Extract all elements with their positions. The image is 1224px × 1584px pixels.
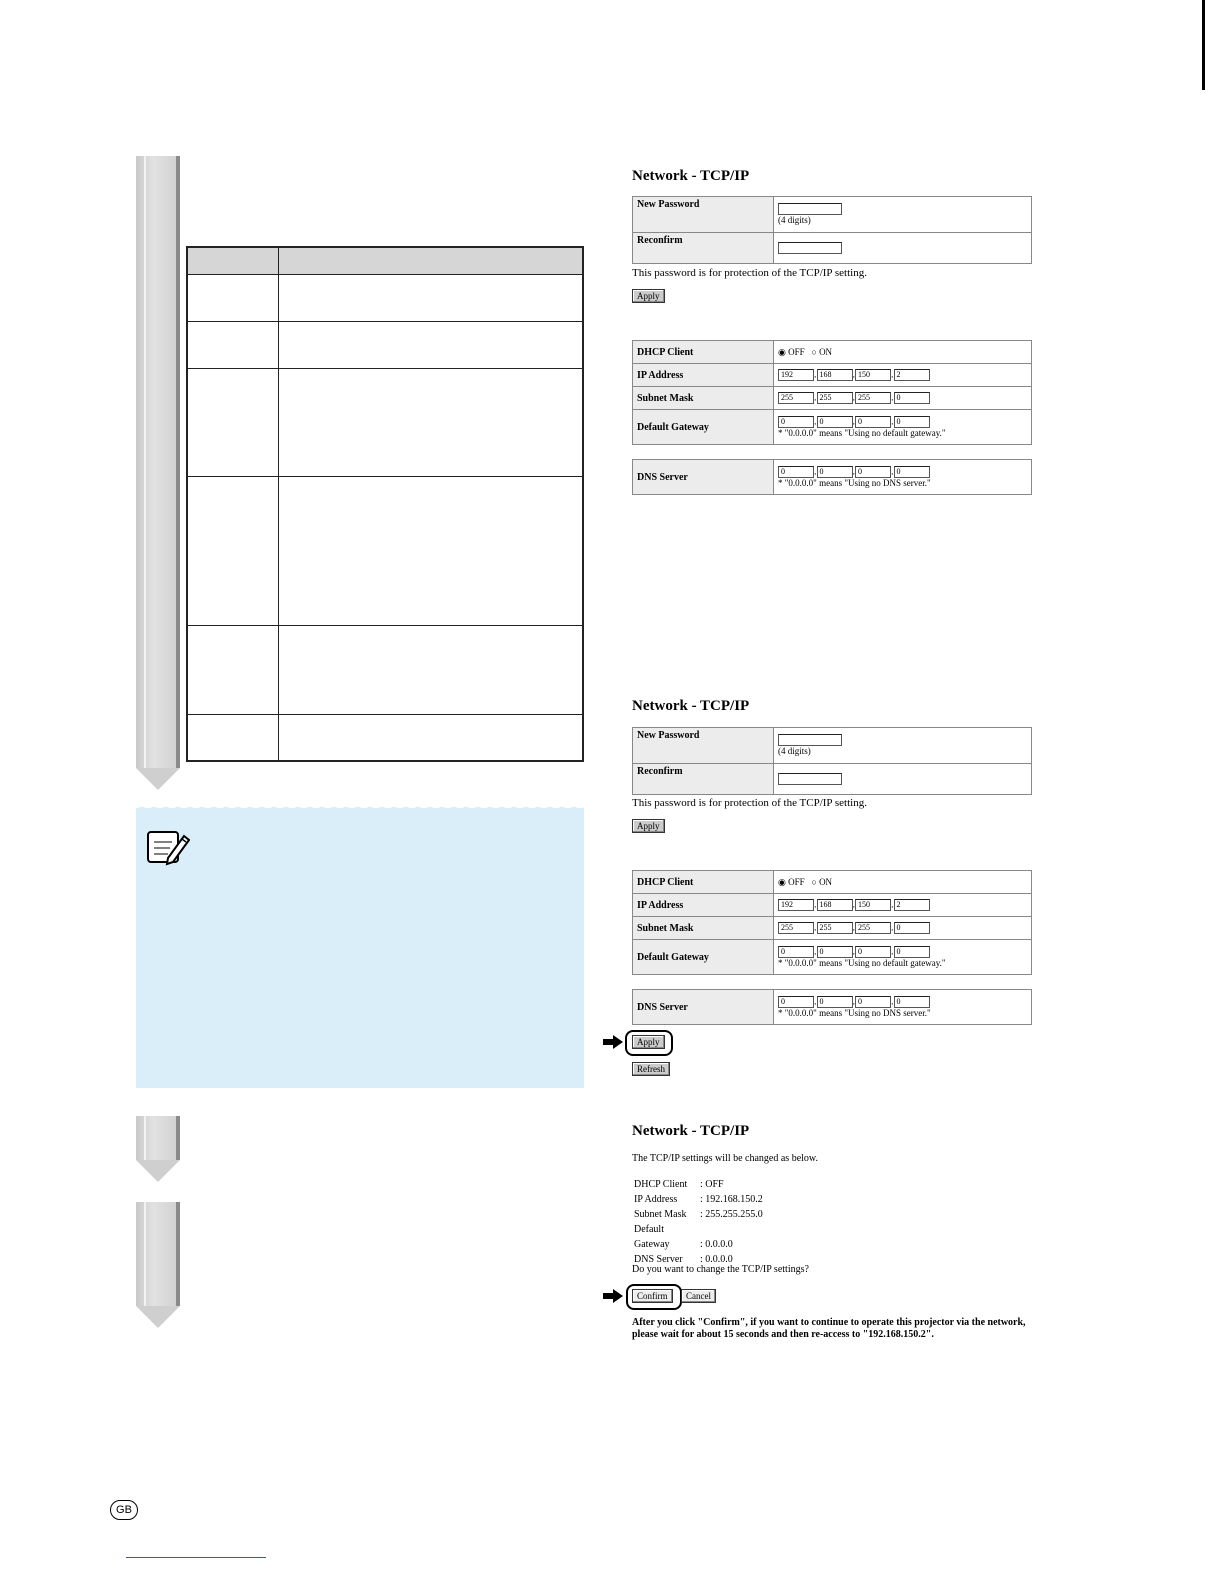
pointer-arrow-icon xyxy=(603,1035,623,1049)
ip-octet-input[interactable]: 150 xyxy=(855,899,891,911)
screen2-title: Network - TCP/IP xyxy=(632,698,750,714)
dns-octet-input[interactable]: 0 xyxy=(855,996,891,1008)
table-row xyxy=(187,322,583,369)
subnet-octet-input[interactable]: 255 xyxy=(778,922,814,934)
subnet-octet-input[interactable]: 255 xyxy=(817,922,853,934)
table-cell xyxy=(187,369,279,477)
step-bar-2 xyxy=(136,1116,180,1160)
dhcp-on-label: ON xyxy=(819,346,833,357)
ip-octet-input[interactable]: 192 xyxy=(778,899,814,911)
gateway-octet-input[interactable]: 0 xyxy=(817,946,853,958)
dns-octet-input[interactable]: 0 xyxy=(817,466,853,478)
ip-octet-input[interactable]: 168 xyxy=(817,899,853,911)
subnet-octet-input[interactable]: 0 xyxy=(894,392,930,404)
ip-octet-input[interactable]: 192 xyxy=(778,369,814,381)
region-badge: GB xyxy=(110,1500,138,1520)
subnet-octet-input[interactable]: 255 xyxy=(778,392,814,404)
table-header-row xyxy=(187,247,583,275)
table-cell xyxy=(279,626,584,715)
summary-row xyxy=(634,1222,763,1252)
table-cell xyxy=(279,275,584,322)
table-cell xyxy=(187,322,279,369)
dhcp-off-label: OFF xyxy=(788,876,805,887)
step-bar-2-edge xyxy=(176,1116,180,1160)
dhcp-on-radio-icon[interactable]: ○ xyxy=(811,876,817,887)
confirm-screen-title: Network - TCP/IP xyxy=(632,1123,750,1139)
gateway-octet-input[interactable]: 0 xyxy=(817,416,853,428)
table-header-item xyxy=(187,247,279,275)
step-bar-3-edge xyxy=(176,1202,180,1306)
dns-octet-input[interactable]: 0 xyxy=(855,466,891,478)
summary-row xyxy=(634,1177,763,1192)
table-cell xyxy=(279,369,584,477)
summary-label: Default Gateway xyxy=(634,1224,670,1250)
gateway-octet-input[interactable]: 0 xyxy=(894,416,930,428)
table-row xyxy=(187,369,583,477)
after-confirm-note-line1: After you click "Confirm", if you want to continue to operate this projector via the network, xyxy=(632,1317,1026,1328)
summary-label: IP Address xyxy=(634,1194,678,1205)
screen2-network-table: DHCP Client ◉ OFF ○ ON IP Address 192 . 168 . 150 . 2 Subnet Mask 255 . 255 . 255 . 0 Default Gateway 0 . 0 . 0 . 0 * "0.0.0.0" means "Using no default gateway." xyxy=(632,870,1032,975)
cancel-button[interactable]: Cancel xyxy=(681,1289,716,1303)
ip-octet-input[interactable]: 2 xyxy=(894,899,930,911)
password-apply-button[interactable]: Apply xyxy=(632,289,665,303)
password-protection-note: This password is for protection of the TCP/IP setting. xyxy=(632,797,867,809)
dns-server-label: DNS Server xyxy=(633,460,774,495)
settings-description-table xyxy=(186,246,584,762)
summary-label: Subnet Mask xyxy=(634,1209,687,1220)
screen1-password-table xyxy=(632,196,1032,264)
gateway-octet-input[interactable]: 0 xyxy=(855,416,891,428)
ip-address-label: IP Address xyxy=(633,364,774,387)
step-bar-1-edge xyxy=(176,156,180,768)
gateway-octet-input[interactable]: 0 xyxy=(894,946,930,958)
confirm-question: Do you want to change the TCP/IP settings? xyxy=(632,1264,809,1275)
subnet-octet-input[interactable]: 255 xyxy=(855,392,891,404)
dns-server-label: DNS Server xyxy=(633,990,774,1025)
confirm-intro: The TCP/IP settings will be changed as below. xyxy=(632,1153,818,1164)
table-cell xyxy=(279,322,584,369)
subnet-mask-label: Subnet Mask xyxy=(633,917,774,940)
screen1-title: Network - TCP/IP xyxy=(632,168,750,184)
ip-octet-input[interactable]: 150 xyxy=(855,369,891,381)
screen2-dns-table: DNS Server 0 . 0 . 0 . 0 * "0.0.0.0" means "Using no DNS server." xyxy=(632,989,1032,1025)
page-edge-line xyxy=(1202,0,1205,90)
dns-octet-input[interactable]: 0 xyxy=(817,996,853,1008)
pointer-arrow-icon xyxy=(603,1289,623,1303)
default-gateway-label: Default Gateway xyxy=(633,410,774,445)
dns-octet-input[interactable]: 0 xyxy=(894,466,930,478)
step-bar-3 xyxy=(136,1202,180,1306)
summary-value: : 0.0.0.0 xyxy=(700,1254,733,1265)
dhcp-off-label: OFF xyxy=(788,346,805,357)
password-protection-note: This password is for protection of the TCP/IP setting. xyxy=(632,267,867,279)
summary-label: DNS Server xyxy=(634,1254,683,1265)
table-row xyxy=(187,275,583,322)
footer-rule xyxy=(126,1557,266,1558)
settings-summary xyxy=(634,1177,763,1267)
summary-row xyxy=(634,1207,763,1222)
dhcp-off-radio-icon[interactable]: ◉ xyxy=(778,346,786,357)
dns-octet-input[interactable]: 0 xyxy=(894,996,930,1008)
gateway-octet-input[interactable]: 0 xyxy=(778,946,814,958)
table-cell xyxy=(187,715,279,761)
table-row xyxy=(187,715,583,761)
after-confirm-note-line2: please wait for about 15 seconds and then re-access to "192.168.150.2". xyxy=(632,1329,934,1340)
dhcp-label: DHCP Client xyxy=(633,871,774,894)
digits-hint: (4 digits) xyxy=(778,215,811,225)
new-password-label: New Password xyxy=(633,728,774,764)
subnet-mask-label: Subnet Mask xyxy=(633,387,774,410)
screen1-dns-table: DNS Server 0 . 0 . 0 . 0 * "0.0.0.0" means "Using no DNS server." xyxy=(632,459,1032,495)
password-apply-button[interactable]: Apply xyxy=(632,819,665,833)
summary-label: DHCP Client xyxy=(634,1179,688,1190)
subnet-octet-input[interactable]: 255 xyxy=(855,922,891,934)
summary-value: : OFF xyxy=(700,1179,724,1190)
note-box xyxy=(136,808,584,1088)
reconfirm-input[interactable] xyxy=(778,242,842,254)
summary-row xyxy=(634,1192,763,1207)
dhcp-off-radio-icon[interactable]: ◉ xyxy=(778,876,786,887)
table-cell xyxy=(187,626,279,715)
gateway-octet-input[interactable]: 0 xyxy=(855,946,891,958)
gateway-note: * "0.0.0.0" means "Using no default gateway." xyxy=(778,957,946,968)
ip-address-label: IP Address xyxy=(633,894,774,917)
reconfirm-input[interactable] xyxy=(778,773,842,785)
step-bar-1 xyxy=(136,156,180,768)
summary-value: : 255.255.255.0 xyxy=(700,1209,763,1220)
ip-octet-input[interactable]: 2 xyxy=(894,369,930,381)
table-row xyxy=(187,477,583,626)
network-apply-button[interactable]: Apply xyxy=(632,1035,665,1049)
reconfirm-label: Reconfirm xyxy=(633,764,774,795)
gateway-octet-input[interactable]: 0 xyxy=(778,416,814,428)
table-cell xyxy=(279,477,584,626)
summary-value: : 192.168.150.2 xyxy=(700,1194,763,1205)
confirm-button[interactable]: Confirm xyxy=(632,1289,673,1303)
table-row xyxy=(187,626,583,715)
dns-note: * "0.0.0.0" means "Using no DNS server." xyxy=(778,1007,931,1018)
table-header-description xyxy=(279,247,584,275)
table-cell xyxy=(187,275,279,322)
dhcp-label: DHCP Client xyxy=(633,341,774,364)
screen1-network-table: DHCP Client ◉ OFF ○ ON IP Address 192 . 168 . 150 . 2 Subnet Mask 255 . 255 . 255 . 0 Default Gateway 0 . 0 . 0 . 0 * "0.0.0.0" means "Using no default gateway." xyxy=(632,340,1032,445)
subnet-octet-input[interactable]: 0 xyxy=(894,922,930,934)
new-password-input[interactable] xyxy=(778,203,842,215)
dns-octet-input[interactable]: 0 xyxy=(778,466,814,478)
new-password-input[interactable] xyxy=(778,734,842,746)
dhcp-on-radio-icon[interactable]: ○ xyxy=(811,346,817,357)
refresh-button[interactable]: Refresh xyxy=(632,1062,670,1076)
screen2-password-table xyxy=(632,727,1032,795)
digits-hint: (4 digits) xyxy=(778,746,811,756)
default-gateway-label: Default Gateway xyxy=(633,940,774,975)
gateway-note: * "0.0.0.0" means "Using no default gateway." xyxy=(778,427,946,438)
table-cell xyxy=(279,715,584,761)
subnet-octet-input[interactable]: 255 xyxy=(817,392,853,404)
dns-note: * "0.0.0.0" means "Using no DNS server." xyxy=(778,477,931,488)
note-pencil-icon xyxy=(146,828,190,866)
reconfirm-label: Reconfirm xyxy=(633,233,774,264)
table-cell xyxy=(187,477,279,626)
dns-octet-input[interactable]: 0 xyxy=(778,996,814,1008)
dhcp-on-label: ON xyxy=(819,876,833,887)
summary-value: : 0.0.0.0 xyxy=(700,1239,733,1250)
ip-octet-input[interactable]: 168 xyxy=(817,369,853,381)
new-password-label: New Password xyxy=(633,197,774,233)
